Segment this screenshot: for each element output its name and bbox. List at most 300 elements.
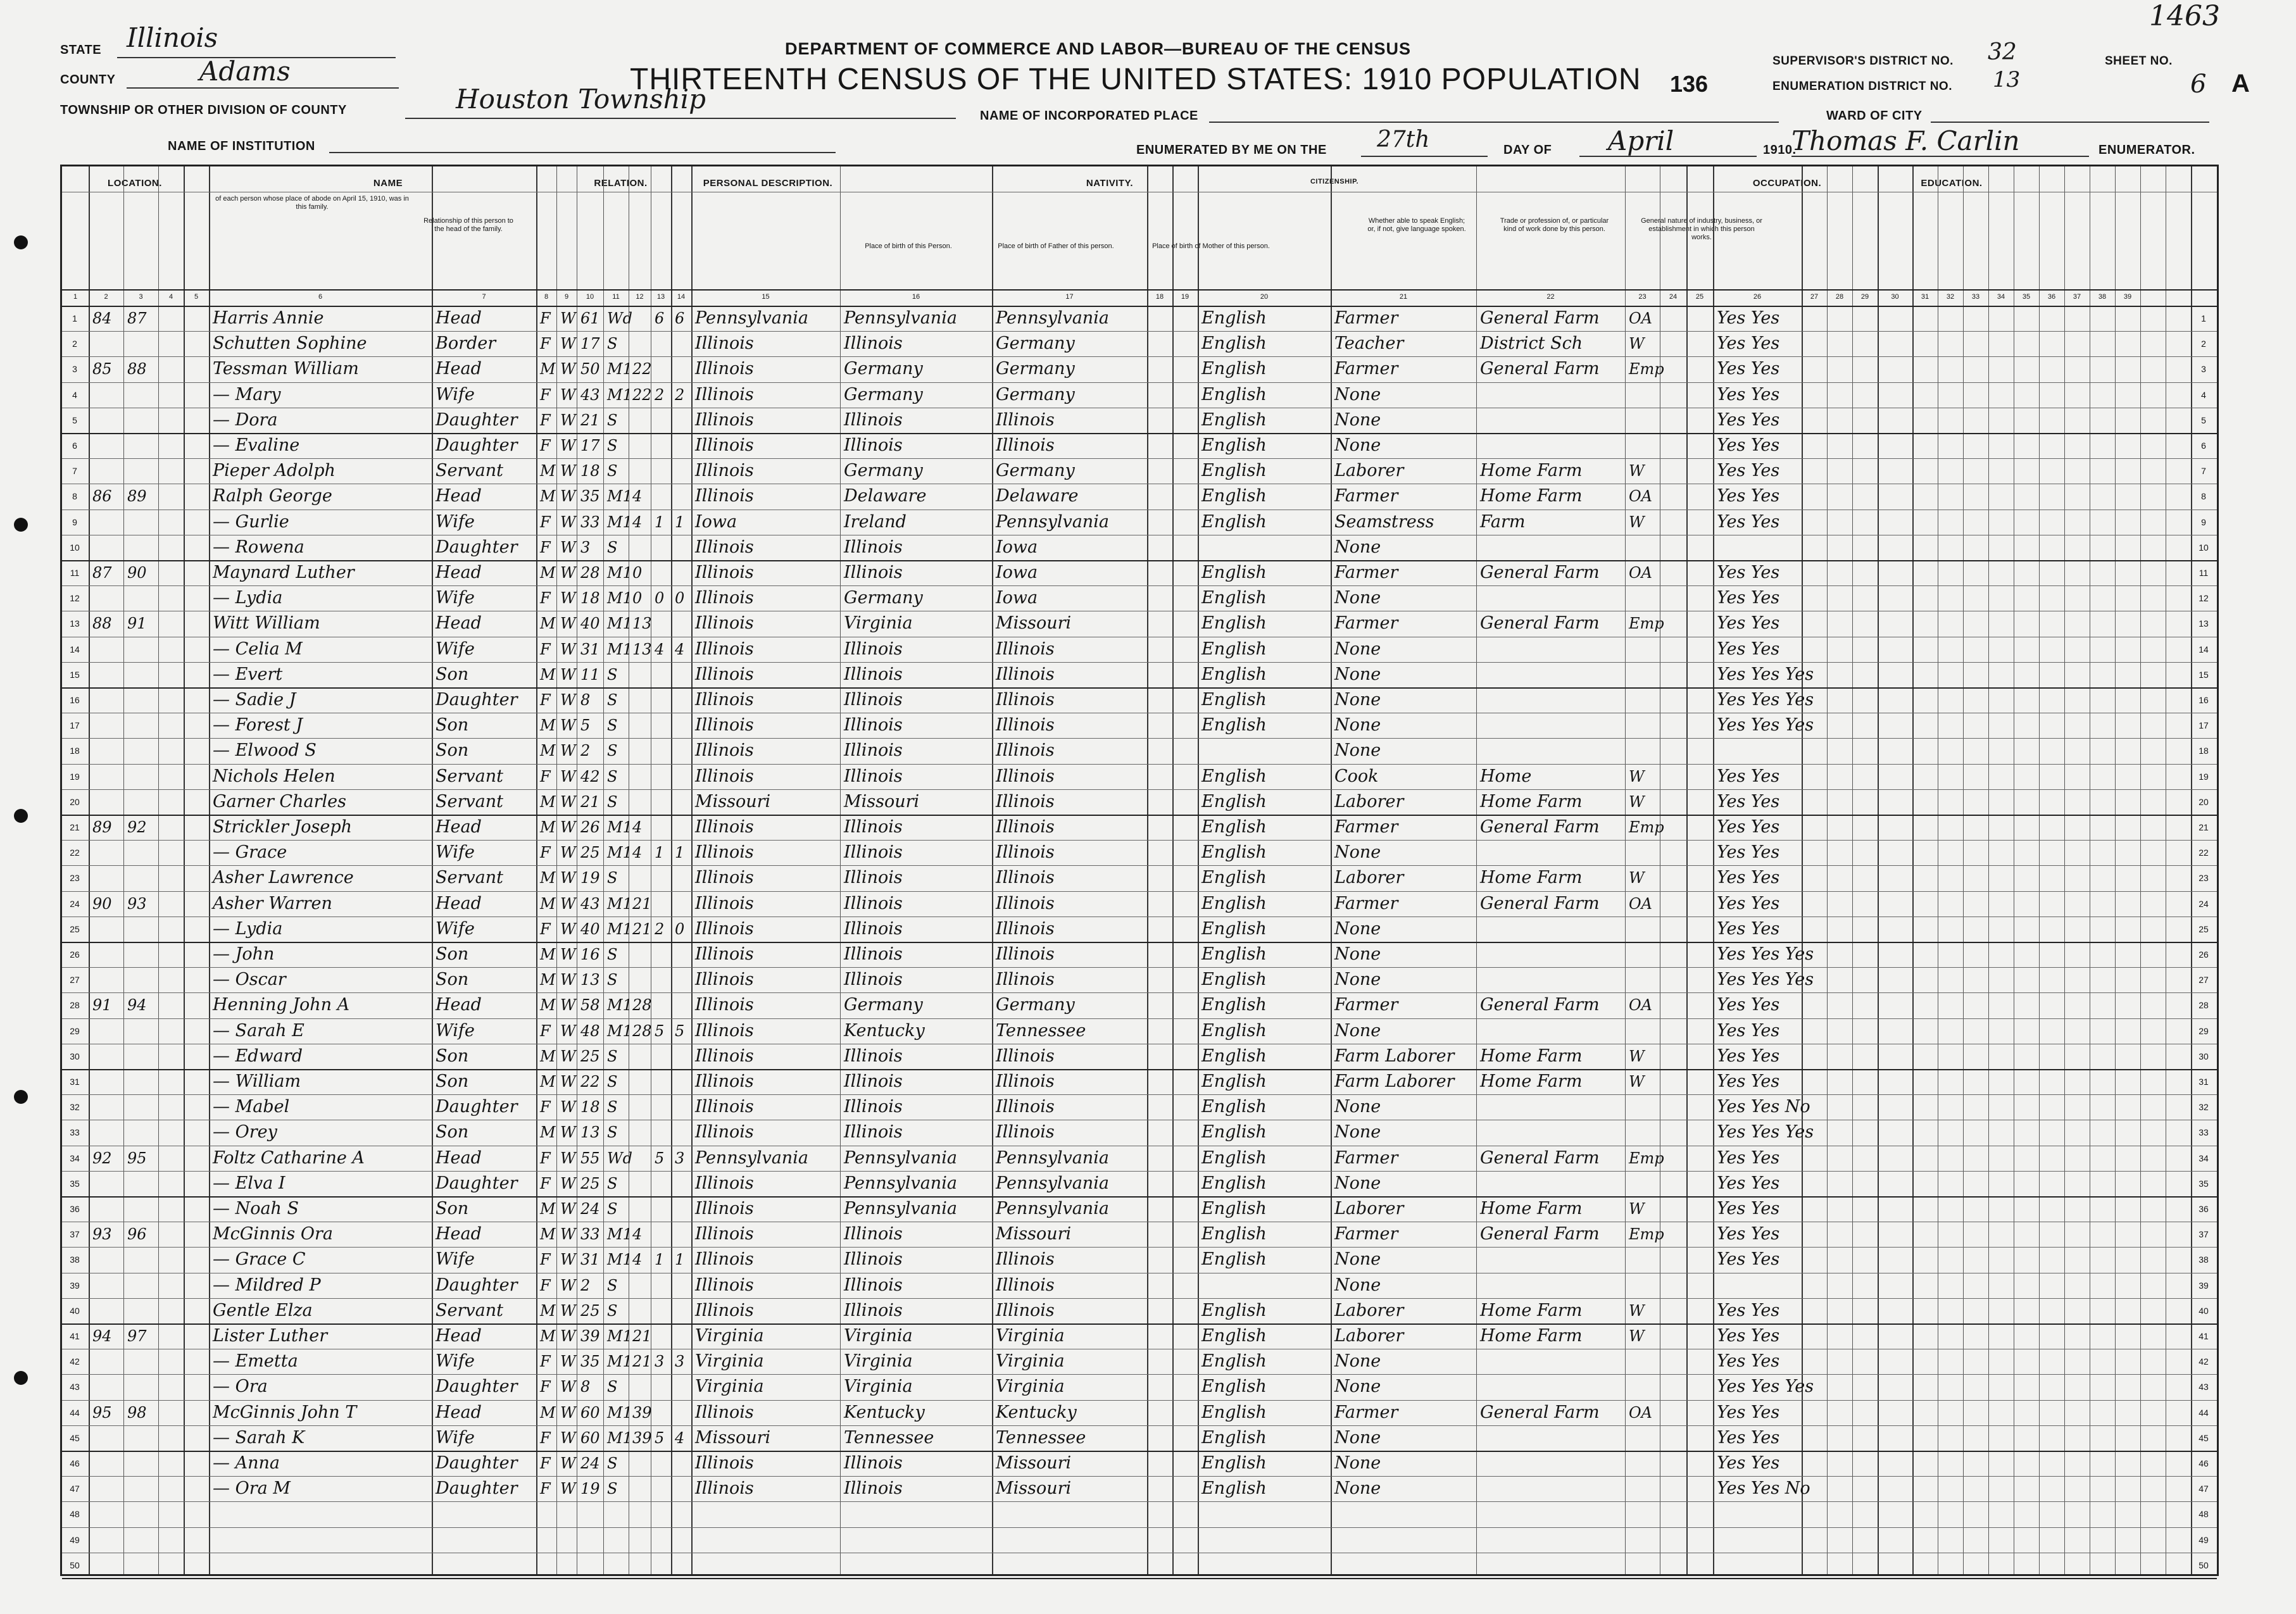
row-number: 27 bbox=[2199, 975, 2209, 985]
cell-name: — Evaline bbox=[213, 435, 300, 455]
cell-yrs: 28 bbox=[632, 1022, 652, 1040]
cell-bm: Germany bbox=[996, 461, 1075, 481]
cell-eng: English bbox=[1201, 766, 1267, 786]
cell-eng: English bbox=[1201, 868, 1267, 888]
cell-edu: Yes Yes bbox=[1717, 1148, 1780, 1168]
cell-bm: Illinois bbox=[996, 1275, 1055, 1295]
cell-edu: Yes Yes Yes bbox=[1717, 715, 1814, 735]
cell-edu: Yes Yes bbox=[1717, 639, 1780, 659]
cell-age: 24 bbox=[580, 1200, 600, 1218]
cell-bp: Illinois bbox=[695, 970, 754, 990]
sheet-letter: A bbox=[2231, 70, 2250, 97]
row-number: 45 bbox=[2199, 1432, 2209, 1443]
row-number: 35 bbox=[70, 1178, 80, 1189]
row-number: 38 bbox=[70, 1254, 80, 1265]
cell-name: — Ora bbox=[213, 1377, 268, 1397]
cell-age: 16 bbox=[580, 946, 600, 963]
cell-name: Nichols Helen bbox=[213, 766, 336, 786]
row-number: 44 bbox=[70, 1407, 80, 1418]
column-rule bbox=[432, 166, 433, 1574]
cell-bm: Illinois bbox=[996, 741, 1055, 761]
cell-bf: Illinois bbox=[844, 1300, 903, 1320]
cell-bp: Illinois bbox=[695, 1122, 754, 1142]
cell-eng: English bbox=[1201, 1351, 1267, 1372]
cell-sex: F bbox=[540, 920, 551, 938]
column-number: 14 bbox=[677, 293, 686, 301]
cell-trade: None bbox=[1334, 1479, 1381, 1499]
cell-bm: Virginia bbox=[996, 1377, 1065, 1397]
cell-edu: Yes Yes bbox=[1717, 334, 1780, 354]
cell-edu: Yes Yes Yes bbox=[1717, 944, 1814, 964]
row-number: 34 bbox=[70, 1153, 80, 1163]
cell-edu: Yes Yes bbox=[1717, 918, 1780, 939]
cell-bf: Germany bbox=[844, 461, 923, 481]
cell-age: 60 bbox=[580, 1403, 600, 1422]
cell-dw: 94 bbox=[92, 1327, 112, 1345]
cell-bf: Illinois bbox=[844, 1249, 903, 1270]
cell-yrs: 21 bbox=[632, 920, 652, 938]
cell-edu: Yes Yes bbox=[1717, 766, 1780, 786]
cell-age: 19 bbox=[580, 869, 600, 887]
cell-edu: Yes Yes bbox=[1717, 1300, 1780, 1320]
row-number: 15 bbox=[70, 669, 80, 680]
cell-bp: Illinois bbox=[695, 664, 754, 684]
cell-cls: OA bbox=[1629, 487, 1653, 506]
row-number: 1 bbox=[2201, 313, 2206, 323]
cell-trade: Laborer bbox=[1334, 1199, 1404, 1218]
cell-bp: Pennsylvania bbox=[695, 1148, 808, 1168]
cell-trade: Laborer bbox=[1334, 1326, 1404, 1346]
row-number: 20 bbox=[70, 796, 80, 807]
cell-eng: English bbox=[1201, 1072, 1267, 1091]
name-instructions: of each person whose place of abode on April 15, 1910, was in this family. bbox=[215, 195, 409, 211]
row-number: 11 bbox=[2199, 568, 2209, 578]
cell-cls: OA bbox=[1629, 564, 1653, 582]
cell-bf: Illinois bbox=[844, 690, 903, 710]
cell-ch2: 3 bbox=[675, 1149, 685, 1167]
cell-bm: Germany bbox=[996, 995, 1075, 1015]
column-number: 18 bbox=[1155, 293, 1164, 301]
column-number: 12 bbox=[636, 293, 644, 301]
cell-bm: Illinois bbox=[996, 1072, 1055, 1091]
cell-age: 21 bbox=[580, 792, 600, 811]
cell-eng: English bbox=[1201, 1402, 1267, 1422]
cell-dw: 87 bbox=[92, 564, 112, 582]
cell-eng: English bbox=[1201, 613, 1267, 634]
ward-label: WARD OF CITY bbox=[1826, 109, 1923, 123]
county-underline bbox=[127, 87, 399, 89]
cell-rel: Wife bbox=[436, 1020, 475, 1041]
cell-age: 60 bbox=[580, 1429, 600, 1447]
cell-bf: Virginia bbox=[844, 1351, 913, 1372]
cell-edu: Yes Yes bbox=[1717, 1351, 1780, 1372]
cell-trade: None bbox=[1334, 1275, 1381, 1295]
row-number: 48 bbox=[70, 1509, 80, 1520]
cell-bf: Germany bbox=[844, 359, 923, 379]
cell-edu: Yes Yes bbox=[1717, 563, 1780, 582]
cell-sex: M bbox=[540, 1047, 556, 1065]
cell-bm: Illinois bbox=[996, 970, 1055, 990]
cell-bf: Illinois bbox=[844, 334, 903, 354]
cell-race: W bbox=[560, 792, 576, 811]
cell-eng: English bbox=[1201, 690, 1267, 710]
cell-name: — Rowena bbox=[213, 537, 304, 557]
cell-eng: English bbox=[1201, 308, 1267, 328]
column-number: 35 bbox=[2022, 293, 2031, 301]
cell-name: McGinnis John T bbox=[213, 1402, 357, 1422]
cell-edu: Yes Yes bbox=[1717, 1402, 1780, 1422]
cell-trade: Farmer bbox=[1334, 817, 1398, 837]
cell-rel: Wife bbox=[436, 1249, 475, 1270]
cell-ms: S bbox=[607, 1276, 618, 1294]
cell-bm: Illinois bbox=[996, 791, 1055, 811]
cell-rel: Servant bbox=[436, 461, 503, 481]
county-value: Adams bbox=[199, 56, 291, 87]
row-number: 20 bbox=[2199, 796, 2209, 807]
cell-ch2: 1 bbox=[675, 844, 685, 862]
row-number: 14 bbox=[2199, 644, 2209, 654]
cell-ms: M1 bbox=[607, 1353, 632, 1371]
institution-label: NAME OF INSTITUTION bbox=[168, 139, 315, 153]
cell-cls: W bbox=[1629, 1301, 1645, 1320]
cell-sex: F bbox=[540, 844, 551, 862]
column-number: 7 bbox=[482, 293, 486, 301]
row-number: 32 bbox=[2199, 1102, 2209, 1113]
cell-trade: None bbox=[1334, 741, 1381, 761]
row-number: 32 bbox=[70, 1102, 80, 1113]
cell-ms: S bbox=[607, 1301, 618, 1320]
cell-bm: Virginia bbox=[996, 1351, 1065, 1372]
cell-ind: Home Farm bbox=[1480, 1326, 1583, 1346]
cell-edu: Yes Yes Yes bbox=[1717, 690, 1814, 710]
cell-bm: Illinois bbox=[996, 1097, 1055, 1117]
cell-race: W bbox=[560, 665, 576, 684]
column-rule bbox=[1827, 166, 1828, 1574]
cell-race: W bbox=[560, 437, 576, 454]
cell-sex: M bbox=[540, 1301, 556, 1320]
cell-name: — Mary bbox=[213, 384, 281, 404]
cell-bm: Germany bbox=[996, 334, 1075, 354]
cell-bm: Illinois bbox=[996, 893, 1055, 913]
cell-ch2: 5 bbox=[675, 1022, 685, 1040]
cell-ind: General Farm bbox=[1480, 817, 1600, 837]
cell-bm: Illinois bbox=[996, 1300, 1055, 1320]
cell-trade: Farmer bbox=[1334, 1402, 1398, 1422]
cell-fam: 92 bbox=[127, 818, 147, 836]
enumeration-month: April bbox=[1608, 125, 1674, 156]
cell-trade: Teacher bbox=[1334, 334, 1404, 354]
census-table bbox=[60, 165, 2219, 1576]
sheet-label: SHEET NO. bbox=[2105, 54, 2173, 68]
cell-fam: 93 bbox=[127, 894, 147, 913]
row-number: 15 bbox=[2199, 669, 2209, 680]
place-underline bbox=[1209, 122, 1779, 123]
enumerator-signature: Thomas F. Carlin bbox=[1791, 125, 2020, 156]
column-rule bbox=[1476, 166, 1477, 1574]
row-rule bbox=[62, 1578, 2217, 1579]
row-number: 17 bbox=[2199, 720, 2209, 731]
cell-edu: Yes Yes Yes bbox=[1717, 970, 1814, 990]
cell-bm: Illinois bbox=[996, 664, 1055, 684]
cell-sex: F bbox=[540, 1174, 551, 1192]
cell-eng: English bbox=[1201, 1148, 1267, 1168]
cell-dw: 91 bbox=[92, 996, 112, 1015]
cell-trade: None bbox=[1334, 1097, 1381, 1117]
cell-sex: F bbox=[540, 437, 551, 454]
row-number: 31 bbox=[2199, 1077, 2209, 1087]
ward-underline bbox=[1931, 122, 2209, 123]
cell-race: W bbox=[560, 920, 576, 938]
cell-race: W bbox=[560, 462, 576, 480]
cell-bm: Illinois bbox=[996, 715, 1055, 735]
column-rule bbox=[123, 166, 124, 1574]
cell-bf: Illinois bbox=[844, 1275, 903, 1295]
column-number: 3 bbox=[139, 293, 143, 301]
cell-age: 25 bbox=[580, 844, 600, 862]
column-number: 24 bbox=[1669, 293, 1678, 301]
cell-edu: Yes Yes bbox=[1717, 1427, 1780, 1448]
cell-ms: S bbox=[607, 767, 618, 785]
column-rule bbox=[691, 166, 693, 1574]
cell-bf: Germany bbox=[844, 995, 923, 1015]
row-number: 6 bbox=[72, 441, 77, 451]
cell-eng: English bbox=[1201, 334, 1267, 354]
cell-edu: Yes Yes bbox=[1717, 461, 1780, 481]
cell-trade: Laborer bbox=[1334, 1300, 1404, 1320]
cell-name: Schutten Sophine bbox=[213, 334, 367, 354]
row-number: 48 bbox=[2199, 1509, 2209, 1520]
department-heading: DEPARTMENT OF COMMERCE AND LABOR—BUREAU OF THE CENSUS bbox=[785, 39, 1411, 58]
row-number: 4 bbox=[2201, 389, 2206, 400]
cell-bp: Illinois bbox=[695, 944, 754, 964]
cell-ms: M1 bbox=[607, 1403, 632, 1422]
cell-eng: English bbox=[1201, 715, 1267, 735]
row-number: 37 bbox=[70, 1229, 80, 1240]
cell-race: W bbox=[560, 564, 576, 582]
cell-bm: Missouri bbox=[996, 613, 1072, 634]
punch-hole bbox=[14, 235, 28, 249]
cell-bm: Iowa bbox=[996, 563, 1038, 582]
cell-trade: None bbox=[1334, 1249, 1381, 1270]
column-number: 20 bbox=[1260, 293, 1269, 301]
row-number: 14 bbox=[70, 644, 80, 654]
institution-underline bbox=[329, 152, 836, 153]
birth-person-head: Place of birth of this Person. bbox=[865, 242, 952, 250]
cell-bp: Illinois bbox=[695, 1199, 754, 1218]
cell-age: 28 bbox=[580, 564, 600, 582]
cell-ms: S bbox=[607, 462, 618, 480]
row-number: 18 bbox=[70, 746, 80, 756]
cell-rel: Head bbox=[436, 613, 482, 634]
cell-sex: F bbox=[540, 1480, 551, 1498]
cell-bp: Illinois bbox=[695, 1173, 754, 1193]
cell-eng: English bbox=[1201, 1046, 1267, 1066]
cell-edu: Yes Yes No bbox=[1717, 1097, 1810, 1117]
cell-rel: Wife bbox=[436, 1351, 475, 1372]
row-number: 8 bbox=[2201, 491, 2206, 502]
cell-sex: M bbox=[540, 1123, 556, 1142]
column-number: 13 bbox=[656, 293, 665, 301]
cell-race: W bbox=[560, 1353, 576, 1371]
cell-rel: Head bbox=[436, 1402, 482, 1422]
cell-bp: Illinois bbox=[695, 766, 754, 786]
row-number: 12 bbox=[70, 593, 80, 604]
cell-name: — Gurlie bbox=[213, 511, 289, 532]
cell-race: W bbox=[560, 844, 576, 862]
cell-sex: M bbox=[540, 564, 556, 582]
cell-ms: S bbox=[607, 792, 618, 811]
cell-rel: Servant bbox=[436, 1300, 503, 1320]
cell-age: 55 bbox=[580, 1149, 600, 1167]
cell-ms: M1 bbox=[607, 564, 632, 582]
row-number: 3 bbox=[72, 364, 77, 375]
row-number: 1 bbox=[72, 313, 77, 323]
cell-rel: Wife bbox=[436, 384, 475, 404]
cell-trade: Farmer bbox=[1334, 359, 1398, 379]
group-location: LOCATION. bbox=[108, 178, 162, 189]
cell-trade: Laborer bbox=[1334, 791, 1404, 811]
cell-age: 5 bbox=[580, 716, 591, 735]
cell-ms: M1 bbox=[607, 589, 632, 608]
cell-ind: District Sch bbox=[1480, 334, 1583, 354]
row-rule bbox=[62, 1527, 2217, 1528]
cell-ch2: 0 bbox=[675, 589, 685, 608]
cell-trade: Cook bbox=[1334, 766, 1379, 786]
cell-eng: English bbox=[1201, 1479, 1267, 1499]
cell-eng: English bbox=[1201, 1453, 1267, 1473]
cell-rel: Wife bbox=[436, 639, 475, 659]
cell-eng: English bbox=[1201, 1249, 1267, 1270]
cell-sex: F bbox=[540, 1454, 551, 1472]
cell-dw: 88 bbox=[92, 615, 112, 633]
cell-rel: Servant bbox=[436, 766, 503, 786]
row-number: 23 bbox=[2199, 873, 2209, 884]
cell-eng: English bbox=[1201, 1377, 1267, 1397]
cell-age: 13 bbox=[580, 971, 600, 989]
cell-ch1: 6 bbox=[655, 310, 665, 327]
cell-yrs: 21 bbox=[632, 1353, 652, 1371]
cell-ms: S bbox=[607, 1480, 618, 1498]
cell-race: W bbox=[560, 487, 576, 506]
cell-yrs: 39 bbox=[632, 1403, 652, 1422]
row-number: 16 bbox=[70, 695, 80, 705]
cell-sex: M bbox=[540, 1403, 556, 1422]
row-number: 8 bbox=[72, 491, 77, 502]
row-number: 31 bbox=[70, 1077, 80, 1087]
column-rule bbox=[184, 166, 185, 1574]
cell-ms: M1 bbox=[607, 360, 632, 378]
cell-bp: Illinois bbox=[695, 1479, 754, 1499]
cell-sex: M bbox=[540, 615, 556, 633]
cell-race: W bbox=[560, 1301, 576, 1320]
row-number: 46 bbox=[2199, 1458, 2209, 1468]
row-number: 2 bbox=[2201, 339, 2206, 349]
row-number: 4 bbox=[72, 389, 77, 400]
column-number: 10 bbox=[586, 293, 594, 301]
cell-bp: Illinois bbox=[695, 639, 754, 659]
cell-age: 39 bbox=[580, 1327, 600, 1345]
cell-ind: General Farm bbox=[1480, 1402, 1600, 1422]
cell-bm: Illinois bbox=[996, 639, 1055, 659]
cell-ms: Wd bbox=[607, 310, 633, 327]
cell-trade: Farmer bbox=[1334, 486, 1398, 506]
cell-ms: S bbox=[607, 538, 618, 556]
cell-edu: Yes Yes bbox=[1717, 868, 1780, 888]
row-number: 7 bbox=[2201, 466, 2206, 477]
cell-race: W bbox=[560, 946, 576, 963]
cell-eng: English bbox=[1201, 842, 1267, 863]
cell-ch2: 1 bbox=[675, 1251, 685, 1269]
row-number: 39 bbox=[2199, 1280, 2209, 1291]
row-number: 28 bbox=[70, 1000, 80, 1011]
cell-ch2: 0 bbox=[675, 920, 685, 938]
cell-trade: None bbox=[1334, 1427, 1381, 1448]
cell-eng: English bbox=[1201, 486, 1267, 506]
cell-edu: Yes Yes bbox=[1717, 1020, 1780, 1041]
cell-trade: None bbox=[1334, 1020, 1381, 1041]
archive-stamp: 1463 bbox=[2149, 0, 2220, 32]
row-number: 24 bbox=[2199, 898, 2209, 909]
cell-trade: None bbox=[1334, 1122, 1381, 1142]
row-number: 47 bbox=[70, 1484, 80, 1494]
cell-bm: Illinois bbox=[996, 944, 1055, 964]
cell-trade: Laborer bbox=[1334, 868, 1404, 888]
cell-sex: F bbox=[540, 335, 551, 353]
row-number: 18 bbox=[2199, 746, 2209, 756]
cell-ms: S bbox=[607, 665, 618, 684]
cell-race: W bbox=[560, 1225, 576, 1244]
cell-trade: Farm Laborer bbox=[1334, 1072, 1455, 1091]
group-relation: RELATION. bbox=[594, 178, 648, 189]
cell-trade: None bbox=[1334, 715, 1381, 735]
cell-rel: Son bbox=[436, 1072, 469, 1091]
row-number: 11 bbox=[70, 568, 80, 578]
cell-ind: Home Farm bbox=[1480, 461, 1583, 481]
cell-ms: M1 bbox=[607, 996, 632, 1015]
cell-bm: Missouri bbox=[996, 1453, 1072, 1473]
cell-rel: Daughter bbox=[436, 1377, 518, 1397]
cell-fam: 87 bbox=[127, 310, 147, 327]
cell-cls: Emp bbox=[1629, 1225, 1664, 1244]
cell-trade: None bbox=[1334, 690, 1381, 710]
cell-age: 61 bbox=[580, 310, 600, 327]
cell-bf: Illinois bbox=[844, 1046, 903, 1066]
cell-bp: Pennsylvania bbox=[695, 308, 808, 328]
row-number: 36 bbox=[2199, 1204, 2209, 1214]
cell-race: W bbox=[560, 1480, 576, 1498]
row-number: 5 bbox=[2201, 415, 2206, 425]
row-number: 47 bbox=[2199, 1484, 2209, 1494]
cell-fam: 94 bbox=[127, 996, 147, 1015]
cell-edu: Yes Yes bbox=[1717, 1224, 1780, 1244]
column-number: 33 bbox=[1971, 293, 1980, 301]
row-number: 21 bbox=[70, 822, 80, 832]
cell-eng: English bbox=[1201, 664, 1267, 684]
row-number: 9 bbox=[2201, 516, 2206, 527]
column-rule bbox=[840, 166, 841, 1574]
cell-bm: Delaware bbox=[996, 486, 1079, 506]
cell-race: W bbox=[560, 818, 576, 836]
cell-trade: None bbox=[1334, 384, 1381, 404]
column-number: 6 bbox=[318, 293, 323, 301]
cell-trade: Farmer bbox=[1334, 1224, 1398, 1244]
cell-race: W bbox=[560, 640, 576, 658]
cell-bf: Illinois bbox=[844, 842, 903, 863]
cell-trade: Farmer bbox=[1334, 893, 1398, 913]
cell-edu: Yes Yes bbox=[1717, 435, 1780, 455]
cell-bp: Illinois bbox=[695, 1249, 754, 1270]
cell-cls: Emp bbox=[1629, 818, 1664, 836]
